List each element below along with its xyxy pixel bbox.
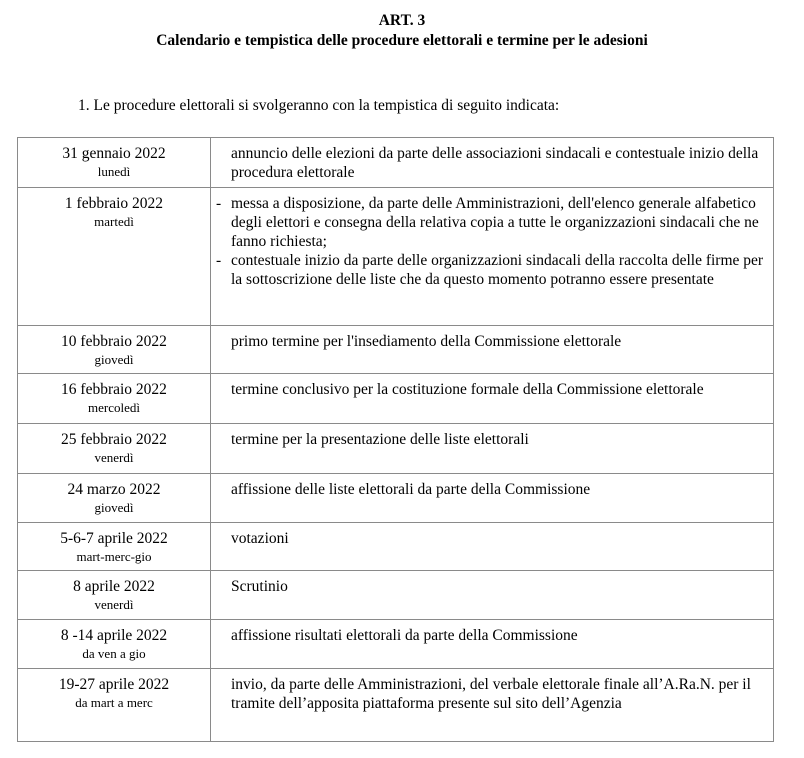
article-number: ART. 3 bbox=[378, 12, 426, 29]
description-cell bbox=[211, 474, 774, 523]
schedule-table bbox=[17, 137, 774, 742]
date-cell bbox=[18, 424, 211, 474]
schedule-row bbox=[18, 620, 774, 669]
description-cell bbox=[211, 523, 774, 571]
date-cell bbox=[18, 374, 211, 424]
date-cell bbox=[18, 138, 211, 188]
schedule-day: giovedì bbox=[94, 352, 134, 367]
schedule-row bbox=[18, 188, 774, 326]
schedule-row bbox=[18, 424, 774, 474]
schedule-date: 24 marzo 2022 bbox=[67, 481, 161, 498]
schedule-date: 25 febbraio 2022 bbox=[61, 431, 167, 448]
intro-paragraph: 1. Le procedure elettorali si svolgeranno con la tempistica di seguito indicata: bbox=[78, 97, 560, 114]
bullet-text: messa a disposizione, da parte delle Amministrazioni, dell'elenco generale alfabetico degli elettori e consegna della relativa copia a tutte le organizzazioni sindacali che ne fanno richiesta; bbox=[231, 195, 759, 250]
date-cell bbox=[18, 669, 211, 742]
schedule-day: da mart a merc bbox=[75, 695, 153, 710]
schedule-day: mercoledì bbox=[88, 400, 140, 415]
description-text: termine conclusivo per la costituzione formale della Commissione elettorale bbox=[231, 381, 704, 398]
date-cell bbox=[18, 188, 211, 326]
description-text: affissione delle liste elettorali da parte della Commissione bbox=[231, 481, 591, 498]
schedule-day: mart-merc-gio bbox=[76, 549, 152, 564]
schedule-day: lunedì bbox=[97, 164, 131, 179]
description-cell bbox=[211, 138, 774, 188]
date-cell bbox=[18, 620, 211, 669]
bullet-text: contestuale inizio da parte delle organizzazioni sindacali della raccolta delle firme per la sottoscrizione delle liste che da questo momento potranno essere presentate bbox=[231, 252, 764, 288]
description-text: Scrutinio bbox=[231, 578, 288, 595]
schedule-date: 5-6-7 aprile 2022 bbox=[60, 530, 168, 547]
date-cell bbox=[18, 474, 211, 523]
article-title: Calendario e tempistica delle procedure elettorali e termine per le adesioni bbox=[156, 32, 648, 49]
description-cell bbox=[211, 326, 774, 374]
description-cell bbox=[211, 188, 774, 326]
description-cell bbox=[211, 424, 774, 474]
schedule-day: venerdì bbox=[94, 450, 134, 465]
description-text: annuncio delle elezioni da parte delle associazioni sindacali e contestuale inizio della procedura elettorale bbox=[231, 145, 759, 181]
schedule-day: venerdì bbox=[94, 597, 134, 612]
dash-bullet-icon: - bbox=[216, 252, 222, 269]
schedule-row bbox=[18, 571, 774, 620]
description-text: invio, da parte delle Amministrazioni, del verbale elettorale finale all’A.Ra.N. per il tramite dell’apposita piattaforma presente sul sito dell’Agenzia bbox=[231, 676, 751, 712]
bullet-item bbox=[216, 251, 769, 289]
description-cell bbox=[211, 374, 774, 424]
dash-bullet-icon: - bbox=[216, 195, 222, 212]
schedule-day: da ven a gio bbox=[82, 646, 146, 661]
description-cell bbox=[211, 620, 774, 669]
schedule-day: giovedì bbox=[94, 500, 134, 515]
schedule-date: 19-27 aprile 2022 bbox=[58, 676, 170, 693]
description-text: termine per la presentazione delle liste elettorali bbox=[231, 431, 529, 448]
schedule-date: 10 febbraio 2022 bbox=[61, 333, 167, 350]
description-text: primo termine per l'insediamento della Commissione elettorale bbox=[231, 333, 622, 350]
description-cell bbox=[211, 669, 774, 742]
description-cell bbox=[211, 571, 774, 620]
description-text: votazioni bbox=[231, 530, 289, 547]
schedule-date: 8 -14 aprile 2022 bbox=[60, 627, 168, 644]
schedule-date: 31 gennaio 2022 bbox=[62, 145, 166, 162]
schedule-row bbox=[18, 474, 774, 523]
schedule-row bbox=[18, 669, 774, 742]
date-cell bbox=[18, 523, 211, 571]
schedule-date: 16 febbraio 2022 bbox=[61, 381, 167, 398]
schedule-date: 1 febbraio 2022 bbox=[64, 195, 164, 212]
schedule-row bbox=[18, 138, 774, 188]
schedule-date: 8 aprile 2022 bbox=[73, 578, 155, 595]
schedule-row bbox=[18, 374, 774, 424]
schedule-day: martedì bbox=[94, 214, 134, 229]
date-cell bbox=[18, 326, 211, 374]
date-cell bbox=[18, 571, 211, 620]
schedule-row bbox=[18, 326, 774, 374]
bullet-item bbox=[216, 194, 769, 251]
description-text: affissione risultati elettorali da parte della Commissione bbox=[231, 627, 578, 644]
schedule-row bbox=[18, 523, 774, 571]
